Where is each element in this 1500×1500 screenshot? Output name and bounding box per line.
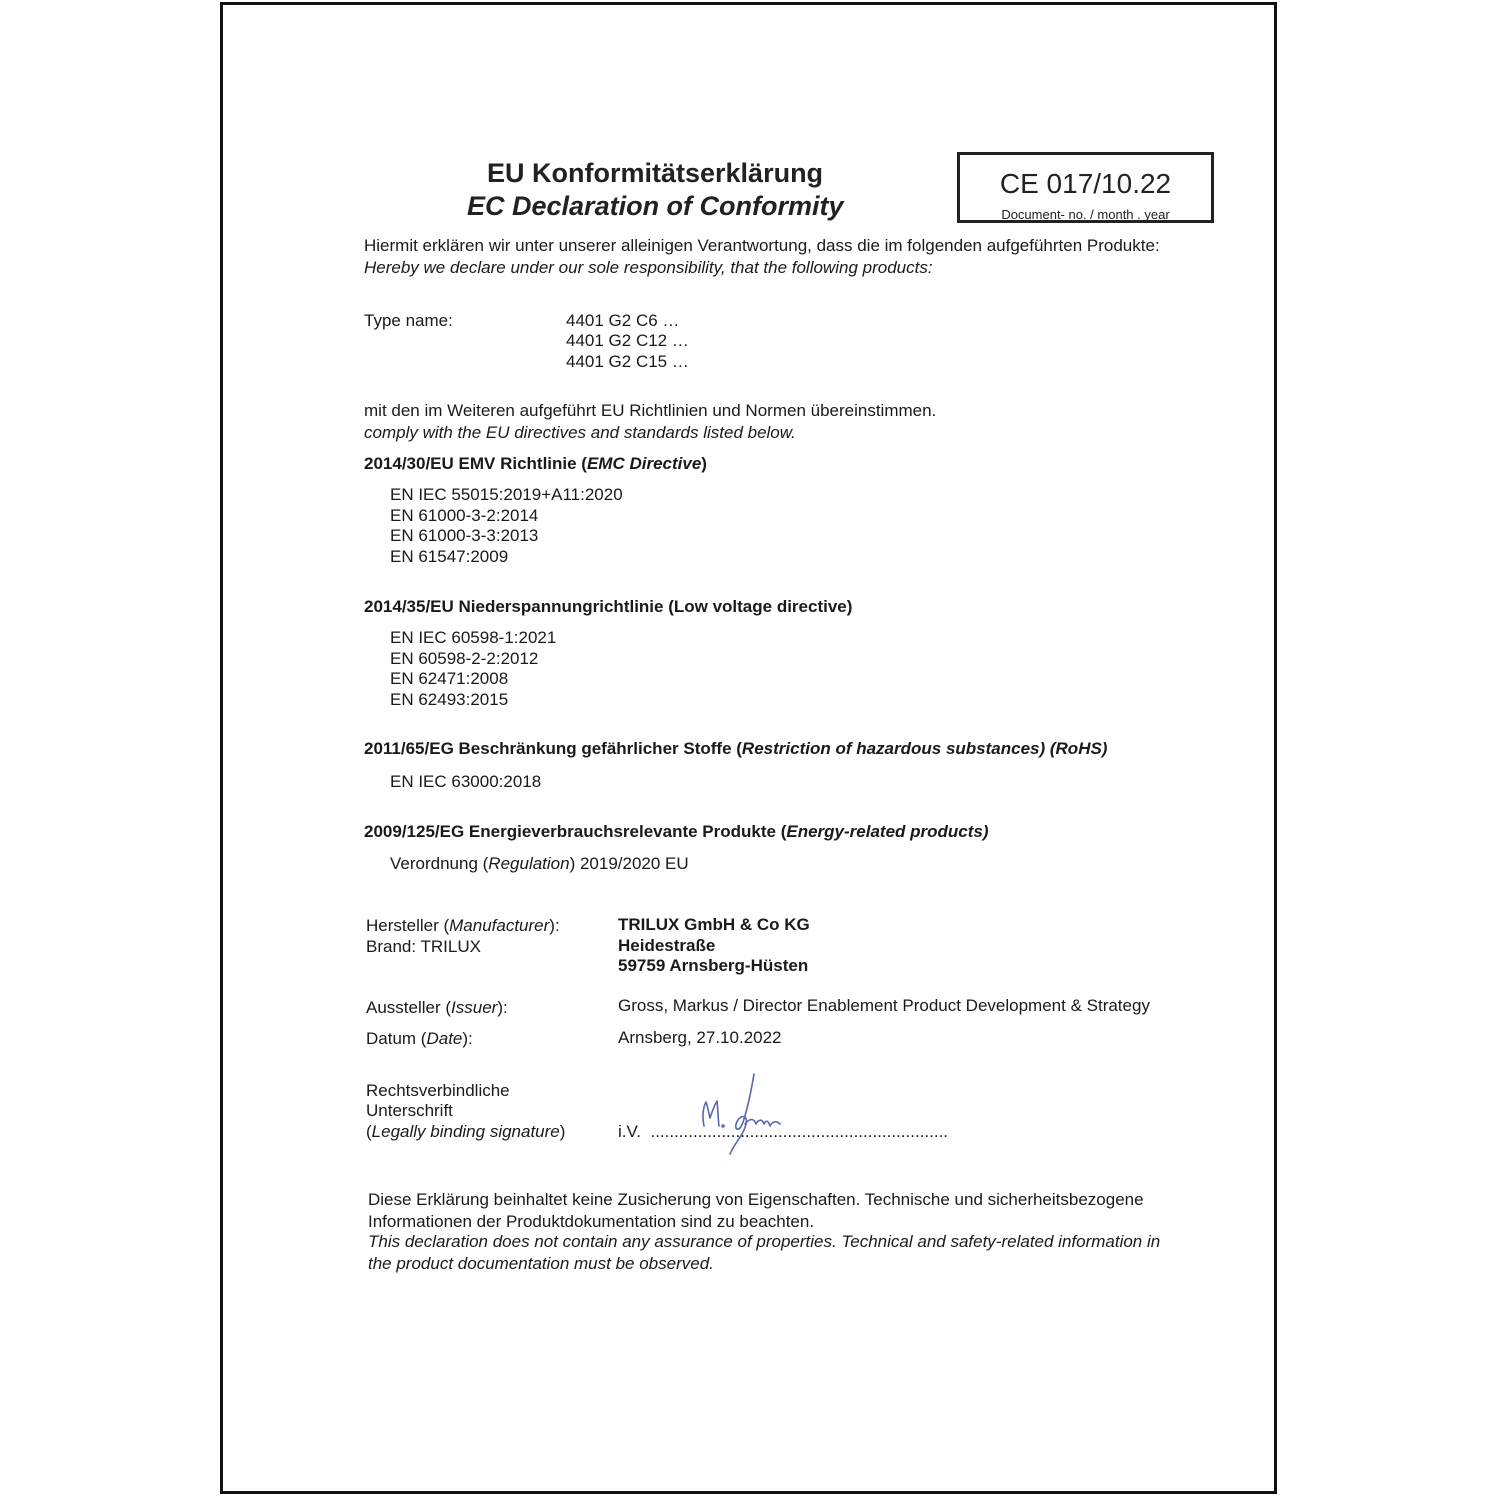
disclaimer-german-line1: Diese Erklärung beinhaltet keine Zusicherung von Eigenschaften. Technische und sicherheitsbezogene	[368, 1190, 1144, 1209]
intro-german: Hiermit erklären wir unter unserer alleinigen Verantwortung, dass die im folgenden aufgeführten Produkte:	[364, 236, 1160, 255]
document-number-caption: Document- no. / month . year	[1001, 207, 1170, 222]
emc-standard: EN IEC 55015:2019+A11:2020	[390, 485, 623, 504]
signature-label-line2: Unterschrift	[366, 1101, 453, 1120]
date-label: Datum (Date):	[366, 1029, 473, 1048]
disclaimer-english-line1: This declaration does not contain any assurance of properties. Technical and safety-related information in	[368, 1232, 1161, 1251]
document-number: CE 017/10.22	[999, 168, 1172, 199]
lvd-standard: EN IEC 60598-1:2021	[390, 628, 557, 647]
lvd-standard: EN 62493:2015	[390, 690, 509, 709]
erp-regulation: Verordnung (Regulation) 2019/2020 EU	[390, 854, 689, 873]
type-name-item: 4401 G2 C15 …	[566, 352, 689, 371]
erp-directive-heading: 2009/125/EG Energieverbrauchsrelevante Produkte (Energy-related products)	[364, 822, 989, 841]
intro-english: Hereby we declare under our sole responsibility, that the following products:	[364, 258, 933, 277]
lvd-directive-heading: 2014/35/EU Niederspannungrichtlinie (Low voltage directive)	[364, 597, 853, 616]
emc-directive-heading: 2014/30/EU EMV Richtlinie (EMC Directive)	[364, 454, 707, 473]
emc-standard: EN 61000-3-3:2013	[390, 526, 539, 545]
comply-german: mit den im Weiteren aufgeführt EU Richtlinien und Normen übereinstimmen.	[364, 401, 937, 420]
lvd-standard: EN 62471:2008	[390, 669, 509, 688]
rohs-directive-heading: 2011/65/EG Beschränkung gefährlicher Stoffe (Restriction of hazardous substances) (RoHS)	[364, 739, 1108, 758]
type-name-item: 4401 G2 C12 …	[566, 331, 689, 350]
title-english: EC Declaration of Conformity	[467, 191, 844, 221]
manufacturer-name: TRILUX GmbH & Co KG	[618, 915, 810, 934]
rohs-standard: EN IEC 63000:2018	[390, 772, 542, 791]
lvd-standard: EN 60598-2-2:2012	[390, 649, 539, 668]
manufacturer-label: Hersteller (Manufacturer):	[366, 916, 560, 935]
signature-label-line1: Rechtsverbindliche	[366, 1081, 510, 1100]
emc-standard: EN 61547:2009	[390, 547, 509, 566]
document-number-box	[957, 152, 1214, 223]
disclaimer-english-line2: the product documentation must be observed.	[368, 1254, 714, 1273]
issuer-label: Aussteller (Issuer):	[366, 998, 508, 1017]
type-name-label: Type name:	[364, 311, 453, 330]
title-german: EU Konformitätserklärung	[487, 158, 824, 188]
issuer-value: Gross, Markus / Director Enablement Product Development & Strategy	[618, 996, 1150, 1015]
signature-line: i.V. ...............................................................	[618, 1122, 949, 1141]
emc-standard: EN 61000-3-2:2014	[390, 506, 539, 525]
signature-label-line3: (Legally binding signature)	[366, 1122, 566, 1141]
disclaimer-german-line2: Informationen der Produktdokumentation sind zu beachten.	[368, 1212, 815, 1231]
manufacturer-street: Heidestraße	[618, 936, 716, 955]
manufacturer-city: 59759 Arnsberg-Hüsten	[618, 956, 809, 975]
date-value: Arnsberg, 27.10.2022	[618, 1028, 782, 1047]
type-name-item: 4401 G2 C6 …	[566, 311, 680, 330]
comply-english: comply with the EU directives and standards listed below.	[364, 423, 796, 442]
handwritten-signature	[690, 1068, 790, 1158]
brand-label: Brand: TRILUX	[366, 937, 481, 956]
